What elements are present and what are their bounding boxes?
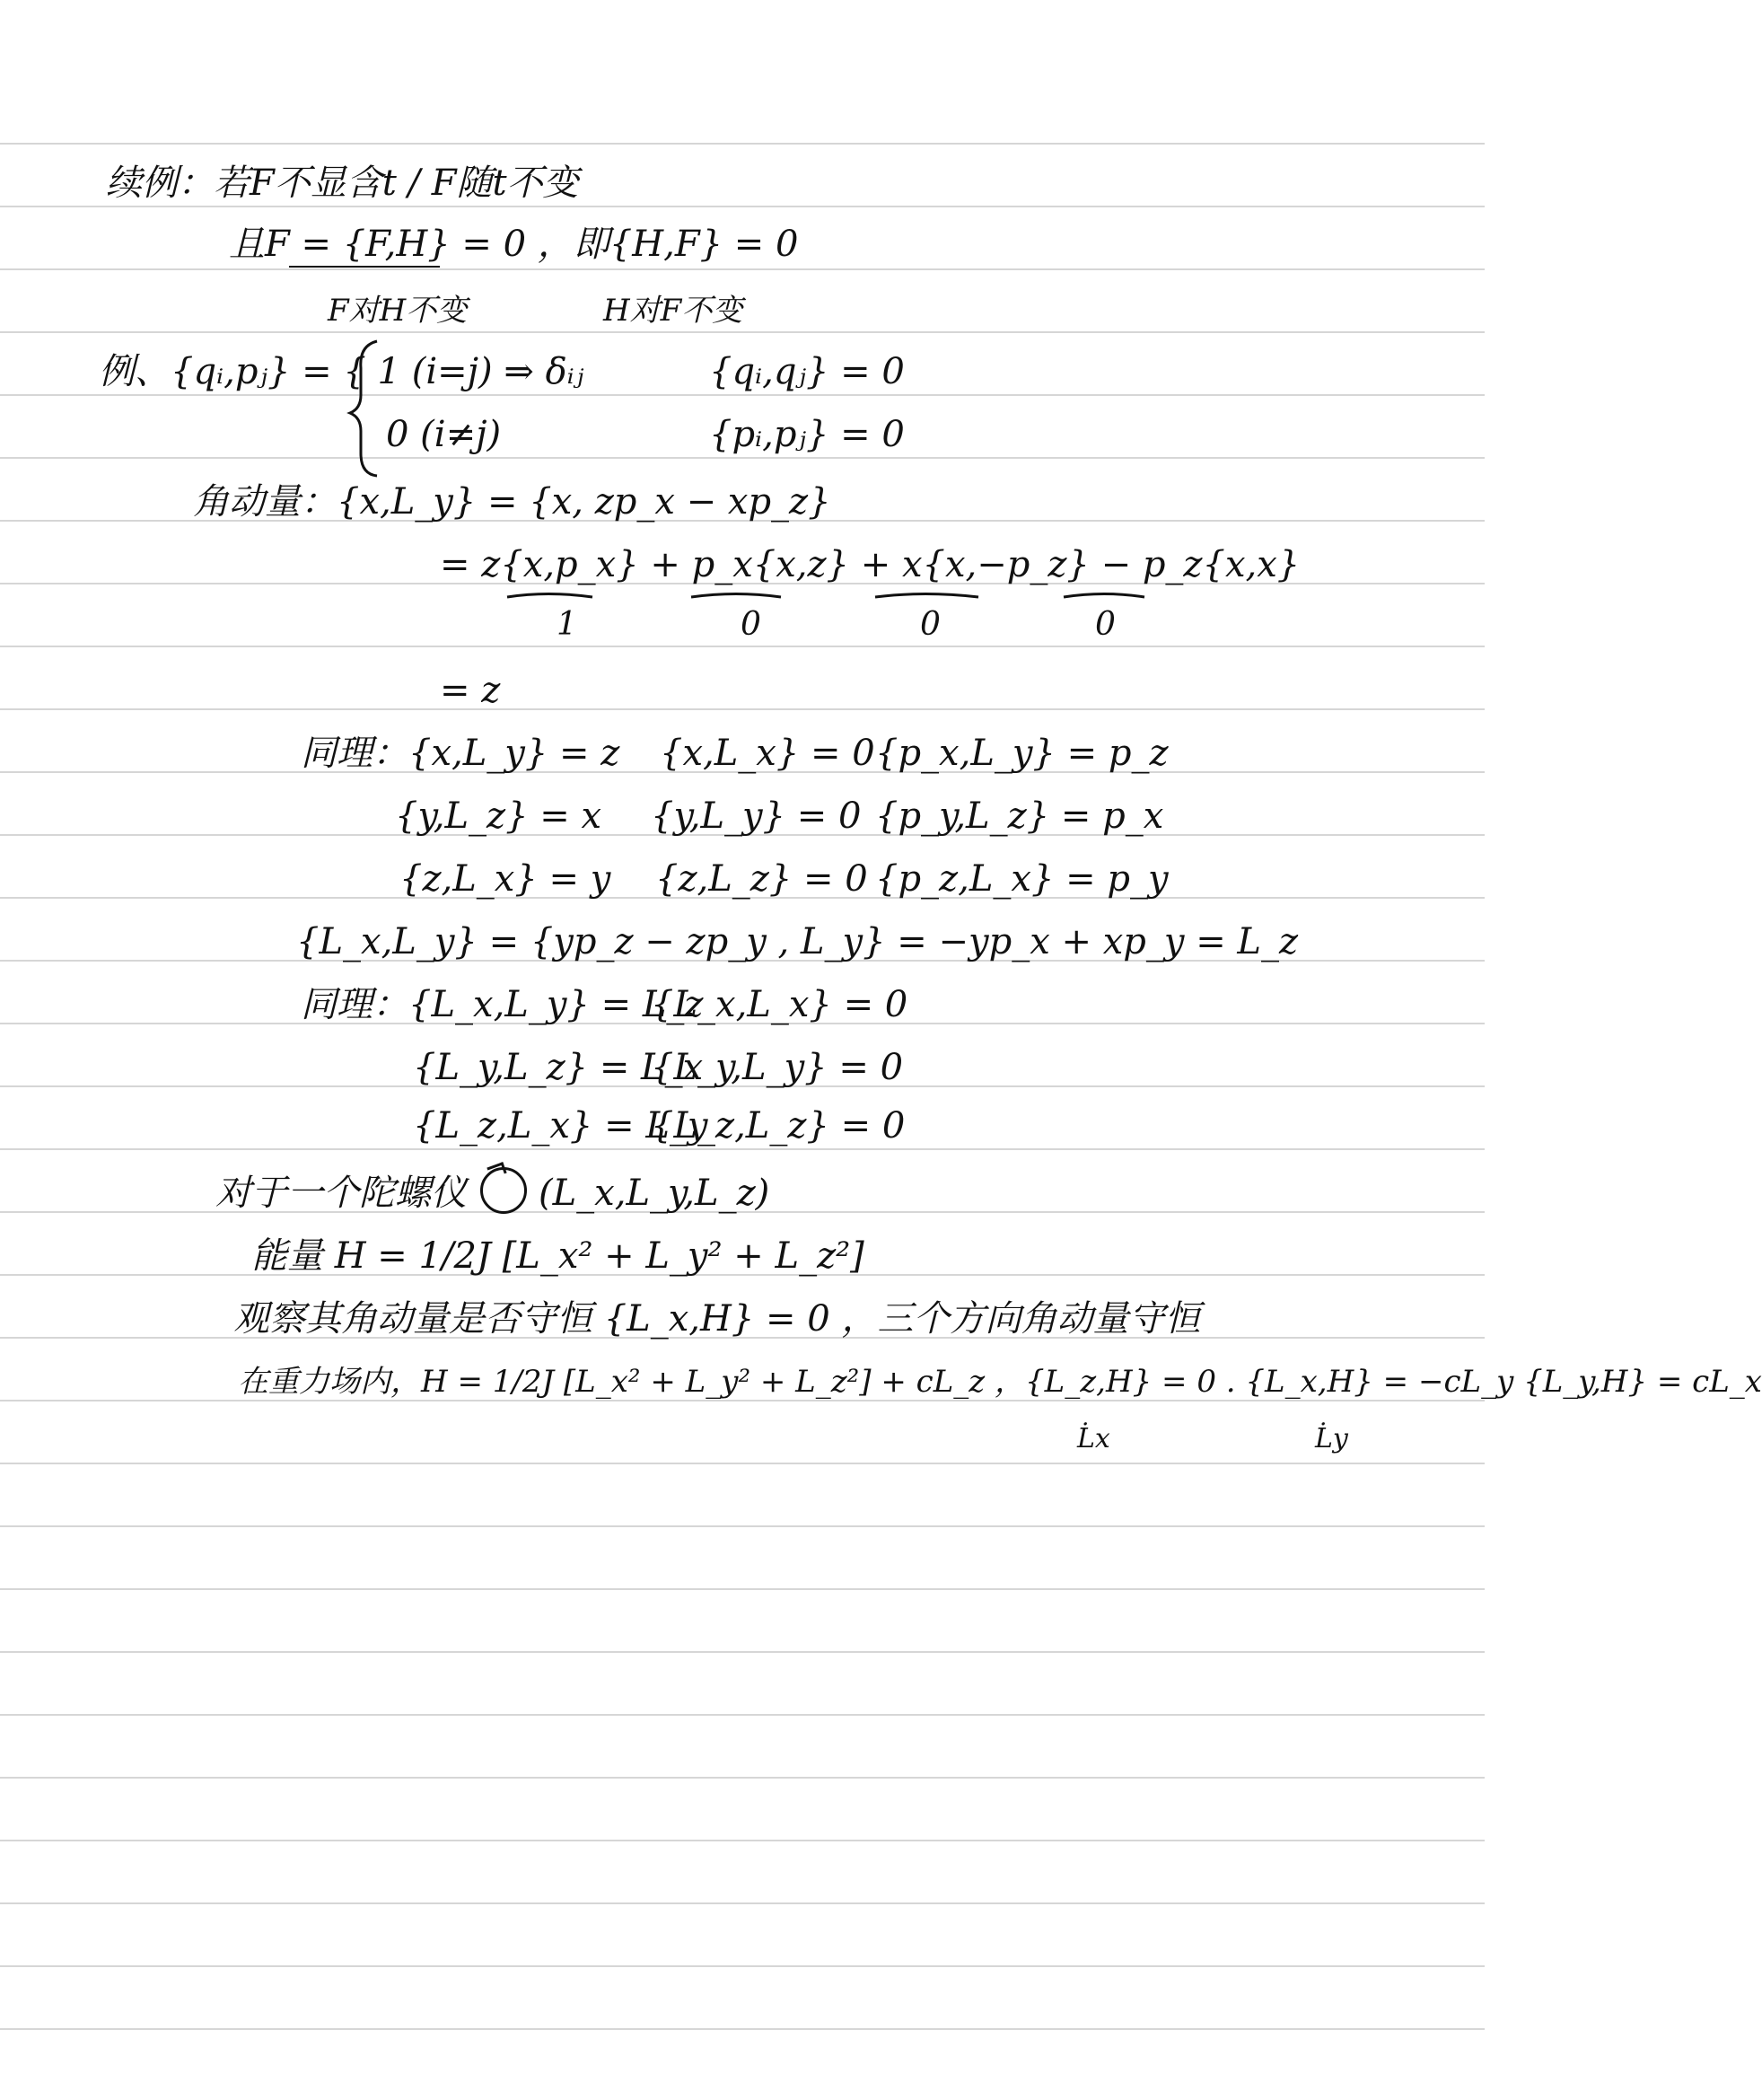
note-line-01: 续例：若F不显含t / F随t不变 (106, 163, 579, 204)
underbrace-value-2: 0 (741, 606, 761, 643)
note-line-07: = z{x,p_x} + p_x{x,z} + x{x,−p_z} − p_z{x,x} (440, 544, 1301, 585)
note-line-06: 角动量：{x,L_y} = {x, zp_x − xp_z} (193, 481, 831, 523)
note-line-10b: {y,L_y} = 0 (651, 795, 862, 837)
note-line-14a: {L_y,L_z} = L_x (413, 1047, 704, 1088)
note-line-09b: {x,L_x} = 0 (660, 733, 875, 774)
note-line-17: 能量 H = 1/2J [L_x² + L_y² + L_z²] (251, 1235, 864, 1277)
gyroscope-sketch (480, 1167, 527, 1214)
note-line-02: 且F = {F,H} = 0 ，即{H,F} = 0 (229, 224, 799, 265)
note-line-13a: 同理：{L_x,L_y} = L_z (301, 984, 704, 1025)
note-line-11c: {p_z,L_x} = p_y (875, 858, 1169, 900)
note-line-03a: F对H不变 (328, 293, 468, 329)
underbrace-value-3: 0 (920, 606, 941, 643)
underbrace-value-1: 1 (557, 606, 577, 643)
note-line-04: 例、{qᵢ,pⱼ} = { 1 (i=j) ⇒ δᵢⱼ (99, 351, 584, 392)
note-line-12: {L_x,L_y} = {yp_z − zp_y , L_y} = −yp_x + xp_y = L_z (296, 921, 1299, 962)
note-line-14b: {L_y,L_y} = 0 (651, 1047, 904, 1088)
note-line-05b: {pᵢ,pⱼ} = 0 (709, 414, 905, 455)
note-line-05: 0 (i≠j) (386, 414, 502, 455)
note-line-18: 观察其角动量是否守恒 {L_x,H} = 0 ，三个方向角动量守恒 (233, 1298, 1201, 1340)
note-line-03b: H对F不变 (603, 293, 743, 329)
note-line-13b: {L_x,L_x} = 0 (651, 984, 908, 1025)
note-lx-dot: L̇x (1077, 1423, 1110, 1454)
note-line-09c: {p_x,L_y} = p_z (875, 733, 1169, 774)
note-line-11b: {z,L_z} = 0 (655, 858, 868, 900)
note-line-15a: {L_z,L_x} = L_y (413, 1105, 708, 1147)
note-line-10c: {p_y,L_z} = p_x (875, 795, 1164, 837)
note-line-11a: {z,L_x} = y (399, 858, 611, 900)
note-line-08: = z (440, 670, 501, 711)
note-line-10a: {y,L_z} = x (395, 795, 602, 837)
note-line-16b: (L_x,L_y,L_z) (539, 1173, 770, 1214)
note-ly-dot: L̇y (1315, 1423, 1348, 1454)
note-line-04b: {qᵢ,qⱼ} = 0 (709, 351, 905, 392)
underbrace-value-4: 0 (1095, 606, 1116, 643)
note-line-15b: {L_z,L_z} = 0 (651, 1105, 906, 1147)
note-line-09a: 同理：{x,L_y} = z (301, 733, 620, 774)
note-line-19: 在重力场内，H = 1/2J [L_x² + L_y² + L_z²] + cL_z ，{L_z,H} = 0 . {L_x,H} = −cL_y {L_y,H} = cL_x (238, 1364, 1762, 1400)
note-line-16: 对于一个陀螺仪 (215, 1173, 467, 1214)
